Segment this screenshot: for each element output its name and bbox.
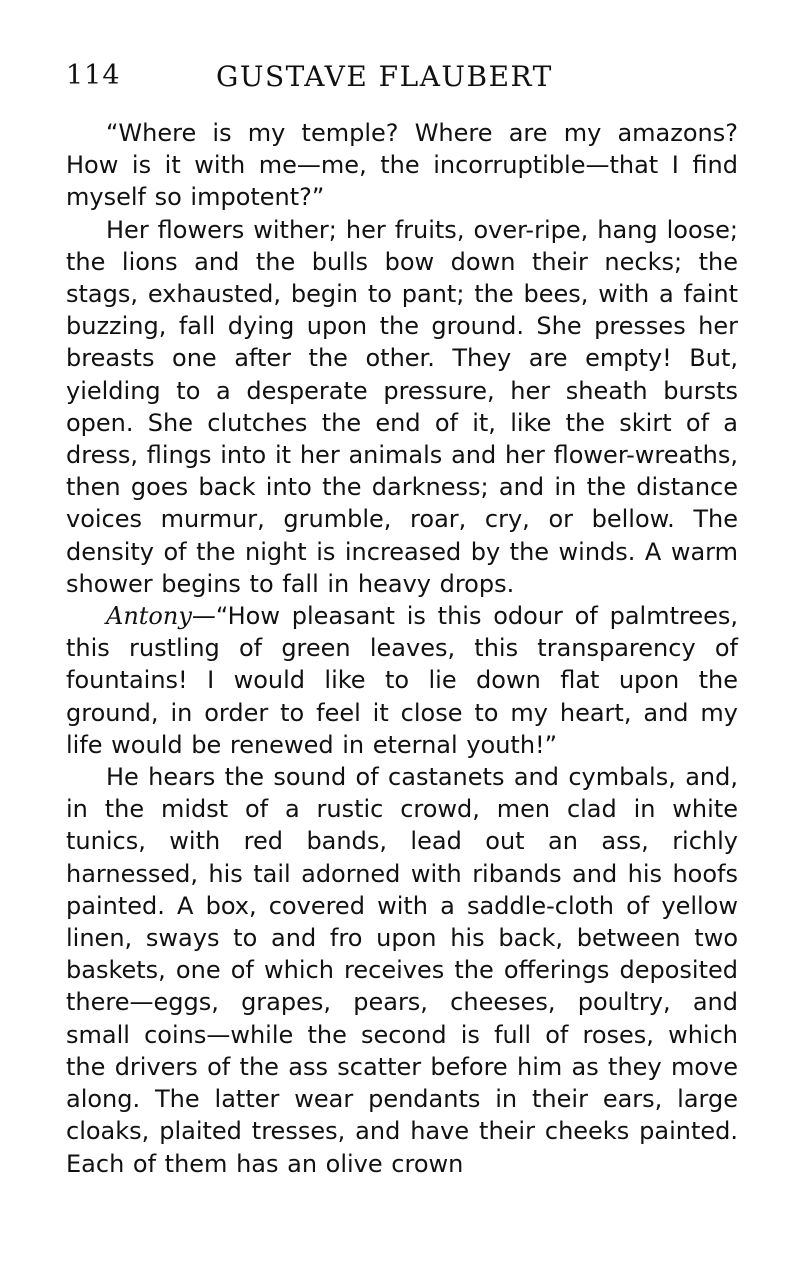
speaker-name: Antony [106, 602, 192, 631]
running-title: GUSTAVE FLAUBERT [216, 60, 553, 93]
running-head [66, 60, 738, 100]
page-number: 114 [66, 60, 121, 91]
speaker-dash: — [191, 602, 216, 631]
paragraph-procession: He hears the sound of castanets and cymbals, and, in the midst of a rustic crowd, men clad in white tunics, with red bands, lead out an ass, richly harnessed, his tail adorned with ribands and his hoofs painted. A box, covered with a saddle-cloth of yellow linen, sways to and fro upon his back, between two baskets, one of which receives the offerings deposited there—eggs, grapes, pears, cheeses, poultry, and small coins—while the second is full of roses, which the drivers of the ass scatter before him as they move along. The latter wear pendants in their ears, large cloaks, plaited tresses, and have their cheeks painted. Each of them has an olive crown [66, 763, 738, 1178]
paragraph-narration: Her flowers wither; her fruits, over-ripe, hang loose; the lions and the bulls bow down their necks; the stags, exhausted, begin to pant; the bees, with a faint buzzing, fall dying upon the ground. She presses her breasts one after the other. They are empty! But, yielding to a desperate pressure, her sheath bursts open. She clutches the end of it, like the skirt of a dress, flings into it her animals and her flower-wreaths, then goes back into the darkness; and in the distance voices murmur, grumble, roar, cry, or bellow. The density of the night is increased by the winds. A warm shower begins to fall in heavy drops. [66, 215, 738, 598]
paragraph-quote: “Where is my temple? Where are my amazons? How is it with me—me, the incorruptible—that I find myself so impotent?” [66, 119, 738, 212]
speech-text: “How pleasant is this odour of palmtrees, this rustling of green leaves, this transparency of fountains! I would like to lie down flat upon the ground, in order to feel it close to my heart, and my life would be renewed in eternal youth!” [66, 602, 738, 759]
paragraph-antony-speech [66, 600, 738, 761]
body-text [66, 117, 738, 1180]
